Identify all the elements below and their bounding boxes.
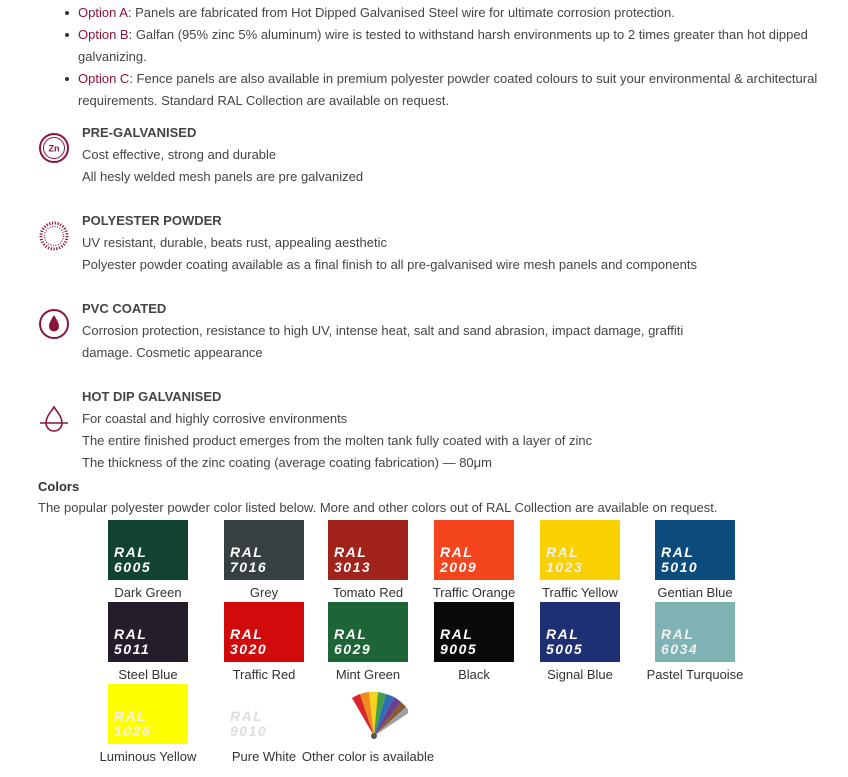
ral-code: 9010 [230, 723, 268, 739]
option-b-text: : Galfan (95% zinc 5% aluminum) wire is tested to withstand harsh environments up to 2 times greater than hot dipped galvanizing. [78, 27, 808, 64]
swatch-6034 [630, 602, 760, 684]
ral-code: 6005 [114, 559, 152, 575]
ral-code: 1023 [546, 559, 584, 575]
swatch-5010 [630, 520, 760, 602]
color-chip [328, 520, 408, 580]
option-a-text: : Panels are fabricated from Hot Dipped Galvanised Steel wire for ultimate corrosion protection. [127, 5, 675, 20]
ral-label: RAL [230, 708, 264, 724]
ral-code: 5005 [546, 641, 584, 657]
swatch-1023 [515, 520, 645, 602]
feature-line: UV resistant, durable, beats rust, appealing aesthetic [82, 235, 387, 250]
swatch-5011 [83, 602, 213, 684]
feature-line: The entire finished product emerges from the molten tank fully coated with a layer of zinc [82, 433, 593, 448]
color-name: Traffic Red [232, 667, 296, 682]
color-chip [108, 684, 188, 744]
color-chip [655, 602, 735, 662]
color-chip [434, 520, 514, 580]
color-name: Traffic Yellow [542, 585, 618, 600]
ral-label: RAL [440, 544, 474, 560]
ral-label: RAL [334, 626, 368, 642]
color-name: Dark Green [114, 585, 182, 600]
ral-code: 1026 [114, 723, 152, 739]
swatch-other [288, 684, 448, 766]
ral-label: RAL [440, 626, 474, 642]
option-c-text: : Fence panels are also available in premium polyester powder coated colours to suit your environmental & architectural requirements. Standard RAL Collection are available on request. [78, 71, 818, 108]
option-a-label: Option A [78, 5, 128, 20]
ral-code: 6034 [661, 641, 699, 657]
ral-label: RAL [546, 626, 580, 642]
feature-title: PVC COATED [82, 301, 167, 316]
ral-code: 3013 [334, 559, 372, 575]
color-chip [540, 520, 620, 580]
feature-line: For coastal and highly corrosive environments [82, 411, 348, 426]
ral-code: 3020 [230, 641, 268, 657]
ral-code: 2009 [440, 559, 478, 575]
color-chip [434, 602, 514, 662]
color-fan-icon [328, 684, 408, 744]
ral-label: RAL [546, 544, 580, 560]
ral-label: RAL [114, 626, 148, 642]
ral-label: RAL [661, 626, 695, 642]
colors-intro: The popular polyester powder color listed below. More and other colors out of RAL Collection are available on request. [38, 500, 718, 515]
feature-title: HOT DIP GALVANISED [82, 389, 222, 404]
color-chip [328, 602, 408, 662]
ral-code: 5011 [114, 641, 151, 657]
feature-title: PRE-GALVANISED [82, 125, 197, 140]
option-a [78, 2, 818, 24]
zinc-icon [38, 132, 70, 164]
ral-label: RAL [230, 544, 264, 560]
swatch-6005 [83, 520, 213, 602]
color-name: Luminous Yellow [99, 749, 197, 764]
color-name: Black [458, 667, 490, 682]
color-chip [224, 520, 304, 580]
color-name: Signal Blue [547, 667, 613, 682]
feature-line: Polyester powder coating available as a final finish to all pre-galvanised wire mesh panels and components [82, 257, 697, 272]
ral-label: RAL [114, 708, 148, 724]
other-color-label: Other color is available [301, 749, 435, 764]
color-chip [540, 602, 620, 662]
feature-line: damage. Cosmetic appearance [82, 345, 263, 360]
color-name: Grey [249, 585, 279, 600]
color-name: Steel Blue [118, 667, 178, 682]
swatch-5005 [515, 602, 645, 684]
feature-line: Corrosion protection, resistance to high UV, intense heat, salt and sand abrasion, impact damage, graffiti [82, 323, 684, 338]
ral-label: RAL [334, 544, 368, 560]
color-chip [224, 602, 304, 662]
ral-label: RAL [114, 544, 148, 560]
feature-line: The thickness of the zinc coating (average coating fabrication) — 80μm [82, 455, 492, 470]
ral-label: RAL [230, 626, 264, 642]
color-name: Mint Green [335, 667, 401, 682]
swatch-1026 [83, 684, 213, 766]
ral-code: 9005 [440, 641, 478, 657]
dip-icon [38, 404, 70, 436]
color-name: Tomato Red [332, 585, 404, 600]
option-c-label: Option C [78, 71, 130, 86]
options-list [56, 2, 818, 112]
option-b [78, 24, 818, 68]
feature-line: All hesly welded mesh panels are pre galvanized [82, 169, 364, 184]
zinc-icon-text: Zn [48, 143, 60, 154]
color-chip [655, 520, 735, 580]
color-name: Pastel Turquoise [646, 667, 744, 682]
ral-code: 5010 [661, 559, 699, 575]
feature-line: Cost effective, strong and durable [82, 147, 277, 162]
ral-code: 7016 [230, 559, 268, 575]
ral-label: RAL [661, 544, 695, 560]
color-name: Pure White [231, 749, 297, 764]
feature-title: POLYESTER POWDER [82, 213, 222, 228]
option-b-label: Option B [78, 27, 129, 42]
color-chip [108, 602, 188, 662]
color-chip [108, 520, 188, 580]
option-c [78, 68, 818, 112]
colors-heading: Colors [38, 479, 80, 494]
drop-icon [38, 308, 70, 340]
color-name: Gentian Blue [657, 585, 733, 600]
color-name: Traffic Orange [432, 585, 516, 600]
powder-icon [38, 220, 70, 252]
ral-code: 6029 [334, 641, 372, 657]
